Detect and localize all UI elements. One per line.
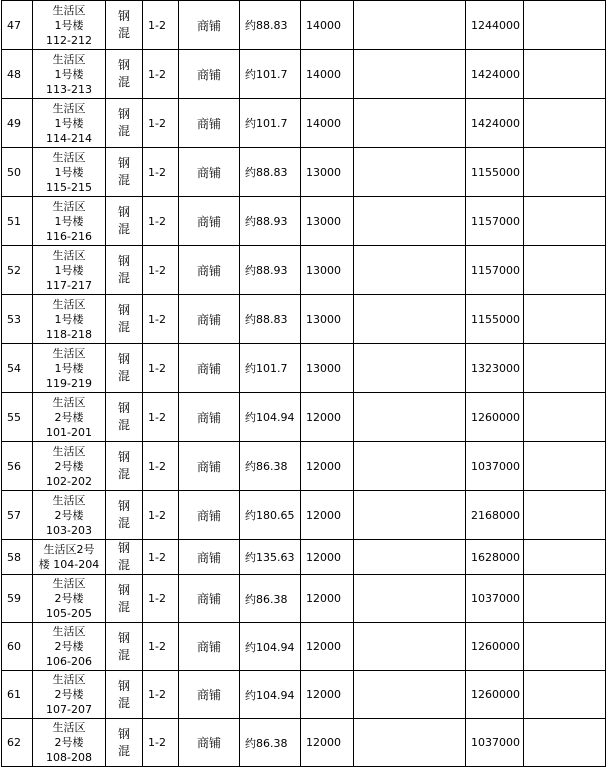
usage-cell: 商铺 <box>179 197 240 246</box>
usage-cell: 商铺 <box>179 719 240 767</box>
blank-cell <box>354 148 466 197</box>
total-price-cell: 1628000 <box>466 540 524 575</box>
structure-char: 混 <box>117 271 130 285</box>
structure-char: 钢 <box>117 499 130 513</box>
location-line: 2号楼 <box>54 592 84 605</box>
location-line: 2号楼 <box>54 508 84 522</box>
location-line: 生活区2号 <box>43 543 95 556</box>
remarks-cell <box>524 197 606 246</box>
location-line: 2号楼 <box>54 736 84 749</box>
structure-char: 混 <box>117 467 130 481</box>
blank-cell <box>354 575 466 623</box>
floor-cell: 1-2 <box>143 246 179 295</box>
row-number-cell: 57 <box>2 491 33 540</box>
structure-char: 钢 <box>117 303 130 317</box>
table-body <box>2 1 606 767</box>
row-number-cell: 53 <box>2 295 33 344</box>
total-price-cell: 1260000 <box>466 393 524 442</box>
floor-cell: 1-2 <box>143 393 179 442</box>
total-price-cell: 1037000 <box>466 719 524 767</box>
table-row <box>2 295 606 344</box>
location-line: 1号楼 <box>54 18 84 32</box>
row-number-cell: 59 <box>2 575 33 623</box>
table-row <box>2 197 606 246</box>
location-line: 101-201 <box>46 425 92 439</box>
remarks-cell <box>524 575 606 623</box>
row-number-cell: 55 <box>2 393 33 442</box>
row-number-cell: 60 <box>2 623 33 671</box>
remarks-cell <box>524 491 606 540</box>
structure-char: 钢 <box>117 726 130 741</box>
unit-price-cell: 13000 <box>301 344 354 393</box>
property-table <box>1 0 606 767</box>
row-number-cell: 50 <box>2 148 33 197</box>
floor-cell: 1-2 <box>143 540 179 575</box>
total-price-cell: 1155000 <box>466 148 524 197</box>
blank-cell <box>354 393 466 442</box>
structure-char: 混 <box>117 320 130 334</box>
usage-cell: 商铺 <box>179 393 240 442</box>
usage-cell: 商铺 <box>179 671 240 719</box>
remarks-cell <box>524 50 606 99</box>
structure-cell <box>106 295 143 344</box>
location-line: 1号楼 <box>54 214 84 228</box>
location-line: 2号楼 <box>54 688 84 701</box>
structure-char: 混 <box>117 418 130 432</box>
location-line: 1号楼 <box>54 165 84 179</box>
remarks-cell <box>524 540 606 575</box>
location-cell <box>33 295 106 344</box>
location-cell <box>33 1 106 50</box>
location-cell <box>33 148 106 197</box>
table-row <box>2 491 606 540</box>
area-cell: 约101.7 <box>240 344 301 393</box>
remarks-cell <box>524 442 606 491</box>
structure-char: 钢 <box>117 630 130 645</box>
row-number-cell: 61 <box>2 671 33 719</box>
structure-char: 钢 <box>117 582 130 597</box>
location-line: 2号楼 <box>54 410 84 424</box>
usage-cell: 商铺 <box>179 623 240 671</box>
location-line: 生活区 <box>52 346 86 360</box>
table-row <box>2 719 606 767</box>
location-line: 生活区 <box>52 248 86 262</box>
location-line: 1号楼 <box>54 116 84 130</box>
floor-cell: 1-2 <box>143 295 179 344</box>
unit-price-cell: 12000 <box>301 575 354 623</box>
location-line: 102-202 <box>46 474 92 488</box>
structure-char: 钢 <box>117 205 130 219</box>
usage-cell: 商铺 <box>179 344 240 393</box>
row-number-cell: 51 <box>2 197 33 246</box>
total-price-cell: 1323000 <box>466 344 524 393</box>
location-cell <box>33 575 106 623</box>
total-price-cell: 1260000 <box>466 671 524 719</box>
location-line: 119-219 <box>46 376 92 390</box>
structure-cell <box>106 540 143 575</box>
total-price-cell: 2168000 <box>466 491 524 540</box>
remarks-cell <box>524 393 606 442</box>
usage-cell: 商铺 <box>179 99 240 148</box>
usage-cell: 商铺 <box>179 246 240 295</box>
floor-cell: 1-2 <box>143 671 179 719</box>
structure-char: 钢 <box>117 352 130 366</box>
table-row <box>2 99 606 148</box>
row-number-cell: 56 <box>2 442 33 491</box>
floor-cell: 1-2 <box>143 491 179 540</box>
location-line: 生活区 <box>52 3 86 17</box>
location-line: 生活区 <box>52 625 86 638</box>
location-line: 1号楼 <box>54 263 84 277</box>
structure-cell <box>106 1 143 50</box>
blank-cell <box>354 540 466 575</box>
blank-cell <box>354 623 466 671</box>
remarks-cell <box>524 344 606 393</box>
unit-price-cell: 14000 <box>301 50 354 99</box>
table-row <box>2 1 606 50</box>
total-price-cell: 1424000 <box>466 99 524 148</box>
area-cell: 约88.93 <box>240 246 301 295</box>
structure-char: 混 <box>117 75 130 89</box>
location-line: 2号楼 <box>54 459 84 473</box>
structure-char: 钢 <box>117 401 130 415</box>
total-price-cell: 1157000 <box>466 197 524 246</box>
structure-char: 混 <box>117 369 130 383</box>
location-line: 生活区 <box>52 444 86 458</box>
area-cell: 约135.63 <box>240 540 301 575</box>
usage-cell: 商铺 <box>179 1 240 50</box>
location-line: 生活区 <box>52 199 86 213</box>
structure-cell <box>106 197 143 246</box>
remarks-cell <box>524 1 606 50</box>
total-price-cell: 1424000 <box>466 50 524 99</box>
floor-cell: 1-2 <box>143 148 179 197</box>
structure-char: 钢 <box>117 450 130 464</box>
remarks-cell <box>524 623 606 671</box>
remarks-cell <box>524 246 606 295</box>
remarks-cell <box>524 99 606 148</box>
location-line: 114-214 <box>46 131 92 145</box>
row-number-cell: 62 <box>2 719 33 767</box>
location-line: 生活区 <box>52 493 86 507</box>
location-line: 1号楼 <box>54 361 84 375</box>
location-line: 108-208 <box>46 751 92 764</box>
unit-price-cell: 13000 <box>301 197 354 246</box>
row-number-cell: 48 <box>2 50 33 99</box>
total-price-cell: 1244000 <box>466 1 524 50</box>
floor-cell: 1-2 <box>143 623 179 671</box>
structure-cell <box>106 719 143 767</box>
location-line: 105-205 <box>46 607 92 620</box>
table-row <box>2 575 606 623</box>
structure-char: 钢 <box>117 156 130 170</box>
structure-char: 混 <box>117 599 130 614</box>
structure-cell <box>106 491 143 540</box>
area-cell: 约101.7 <box>240 50 301 99</box>
location-cell <box>33 99 106 148</box>
table-row <box>2 50 606 99</box>
blank-cell <box>354 671 466 719</box>
structure-char: 混 <box>117 26 130 40</box>
unit-price-cell: 13000 <box>301 246 354 295</box>
floor-cell: 1-2 <box>143 50 179 99</box>
location-cell <box>33 540 106 575</box>
unit-price-cell: 12000 <box>301 442 354 491</box>
area-cell: 约88.83 <box>240 148 301 197</box>
location-cell <box>33 197 106 246</box>
area-cell: 约180.65 <box>240 491 301 540</box>
row-number-cell: 49 <box>2 99 33 148</box>
blank-cell <box>354 1 466 50</box>
area-cell: 约86.38 <box>240 442 301 491</box>
location-line: 106-206 <box>46 655 92 668</box>
floor-cell: 1-2 <box>143 719 179 767</box>
table-row <box>2 148 606 197</box>
unit-price-cell: 12000 <box>301 671 354 719</box>
location-line: 生活区 <box>52 395 86 409</box>
row-number-cell: 52 <box>2 246 33 295</box>
structure-char: 钢 <box>117 678 130 693</box>
usage-cell: 商铺 <box>179 575 240 623</box>
area-cell: 约88.93 <box>240 197 301 246</box>
unit-price-cell: 13000 <box>301 295 354 344</box>
floor-cell: 1-2 <box>143 197 179 246</box>
table-row <box>2 623 606 671</box>
blank-cell <box>354 491 466 540</box>
unit-price-cell: 13000 <box>301 148 354 197</box>
location-cell <box>33 442 106 491</box>
structure-char: 混 <box>117 695 130 710</box>
unit-price-cell: 12000 <box>301 719 354 767</box>
structure-char: 钢 <box>117 254 130 268</box>
area-cell: 约86.38 <box>240 719 301 767</box>
structure-char: 混 <box>117 173 130 187</box>
structure-cell <box>106 50 143 99</box>
remarks-cell <box>524 671 606 719</box>
unit-price-cell: 12000 <box>301 393 354 442</box>
usage-cell: 商铺 <box>179 295 240 344</box>
location-cell <box>33 393 106 442</box>
structure-char: 混 <box>117 516 130 530</box>
blank-cell <box>354 197 466 246</box>
total-price-cell: 1037000 <box>466 442 524 491</box>
table-row <box>2 671 606 719</box>
blank-cell <box>354 50 466 99</box>
usage-cell: 商铺 <box>179 50 240 99</box>
remarks-cell <box>524 148 606 197</box>
location-cell <box>33 671 106 719</box>
location-cell <box>33 491 106 540</box>
structure-char: 混 <box>117 647 130 662</box>
floor-cell: 1-2 <box>143 1 179 50</box>
total-price-cell: 1157000 <box>466 246 524 295</box>
location-line: 113-213 <box>46 82 92 96</box>
area-cell: 约88.83 <box>240 295 301 344</box>
area-cell: 约104.94 <box>240 623 301 671</box>
location-cell <box>33 246 106 295</box>
structure-char: 钢 <box>117 541 130 555</box>
location-line: 118-218 <box>46 327 92 341</box>
unit-price-cell: 14000 <box>301 99 354 148</box>
location-line: 103-203 <box>46 523 92 537</box>
table-row <box>2 540 606 575</box>
location-cell <box>33 344 106 393</box>
structure-char: 混 <box>117 124 130 138</box>
blank-cell <box>354 719 466 767</box>
structure-cell <box>106 623 143 671</box>
unit-price-cell: 12000 <box>301 540 354 575</box>
location-cell <box>33 50 106 99</box>
total-price-cell: 1155000 <box>466 295 524 344</box>
structure-char: 混 <box>117 222 130 236</box>
location-line: 生活区 <box>52 577 86 590</box>
total-price-cell: 1037000 <box>466 575 524 623</box>
area-cell: 约101.7 <box>240 99 301 148</box>
structure-char: 钢 <box>117 9 130 23</box>
area-cell: 约104.94 <box>240 393 301 442</box>
table-row <box>2 442 606 491</box>
unit-price-cell: 14000 <box>301 1 354 50</box>
structure-cell <box>106 246 143 295</box>
structure-char: 混 <box>117 743 130 758</box>
location-line: 107-207 <box>46 703 92 716</box>
location-line: 117-217 <box>46 278 92 292</box>
unit-price-cell: 12000 <box>301 491 354 540</box>
usage-cell: 商铺 <box>179 442 240 491</box>
location-line: 生活区 <box>52 52 86 66</box>
usage-cell: 商铺 <box>179 540 240 575</box>
location-line: 1号楼 <box>54 67 84 81</box>
structure-char: 钢 <box>117 58 130 72</box>
table-row <box>2 344 606 393</box>
location-line: 生活区 <box>52 101 86 115</box>
floor-cell: 1-2 <box>143 344 179 393</box>
blank-cell <box>354 99 466 148</box>
structure-char: 钢 <box>117 107 130 121</box>
structure-cell <box>106 99 143 148</box>
table-row <box>2 393 606 442</box>
location-line: 生活区 <box>52 673 86 686</box>
location-line: 115-215 <box>46 180 92 194</box>
blank-cell <box>354 295 466 344</box>
row-number-cell: 58 <box>2 540 33 575</box>
structure-cell <box>106 148 143 197</box>
remarks-cell <box>524 719 606 767</box>
location-line: 116-216 <box>46 229 92 243</box>
location-line: 112-212 <box>46 33 92 47</box>
usage-cell: 商铺 <box>179 491 240 540</box>
area-cell: 约86.38 <box>240 575 301 623</box>
usage-cell: 商铺 <box>179 148 240 197</box>
structure-cell <box>106 344 143 393</box>
blank-cell <box>354 442 466 491</box>
total-price-cell: 1260000 <box>466 623 524 671</box>
remarks-cell <box>524 295 606 344</box>
unit-price-cell: 12000 <box>301 623 354 671</box>
blank-cell <box>354 344 466 393</box>
location-line: 楼 104-204 <box>38 558 100 571</box>
location-line: 生活区 <box>52 297 86 311</box>
area-cell: 约104.94 <box>240 671 301 719</box>
floor-cell: 1-2 <box>143 575 179 623</box>
location-cell <box>33 719 106 767</box>
structure-cell <box>106 442 143 491</box>
blank-cell <box>354 246 466 295</box>
location-line: 生活区 <box>52 721 86 734</box>
area-cell: 约88.83 <box>240 1 301 50</box>
floor-cell: 1-2 <box>143 99 179 148</box>
table-row <box>2 246 606 295</box>
structure-cell <box>106 671 143 719</box>
floor-cell: 1-2 <box>143 442 179 491</box>
location-cell <box>33 623 106 671</box>
row-number-cell: 47 <box>2 1 33 50</box>
structure-cell <box>106 393 143 442</box>
structure-cell <box>106 575 143 623</box>
location-line: 2号楼 <box>54 640 84 653</box>
location-line: 生活区 <box>52 150 86 164</box>
location-line: 1号楼 <box>54 312 84 326</box>
structure-char: 混 <box>117 558 130 572</box>
row-number-cell: 54 <box>2 344 33 393</box>
